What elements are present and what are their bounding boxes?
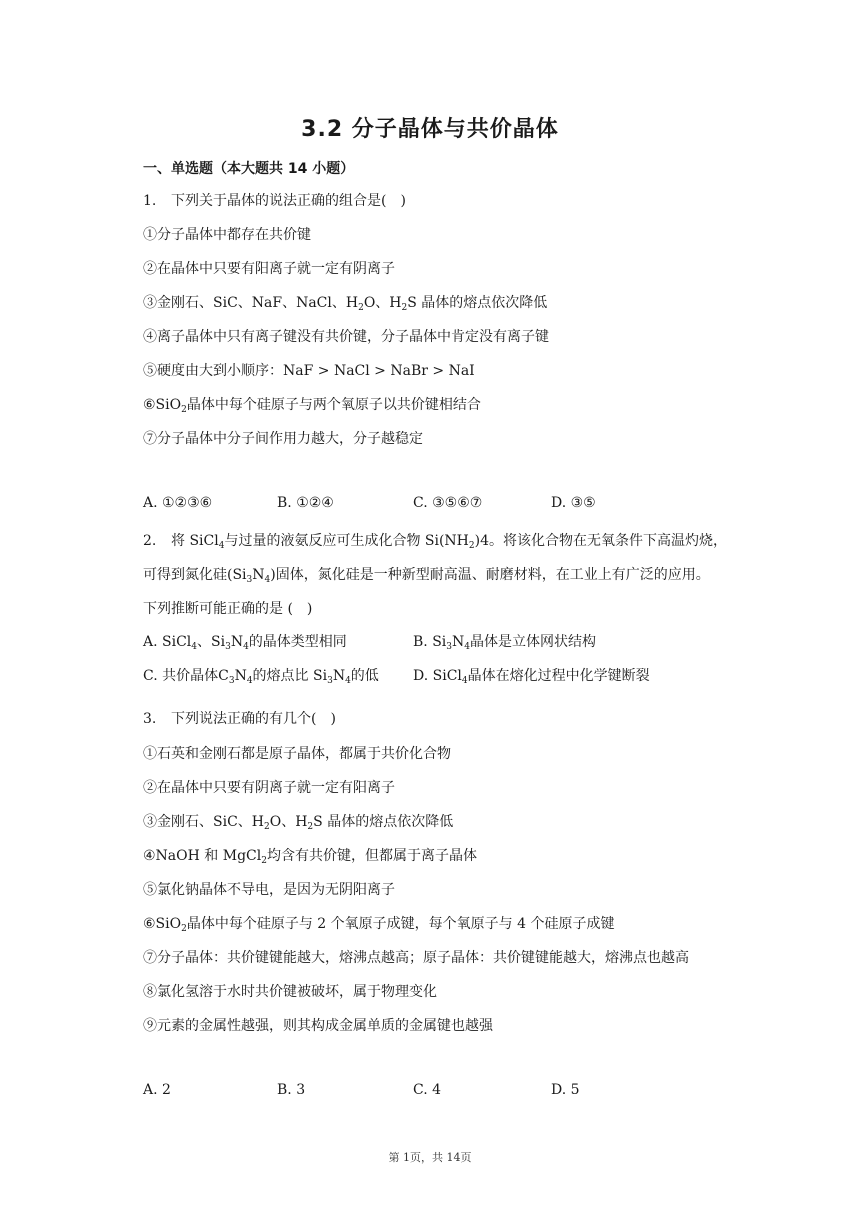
question-text-continued: 可得到氮化硅$(Si_3N_4)$固体，氮化硅是一种新型耐高温、耐磨材料，在工业上有广泛的应用。 — [143, 567, 710, 585]
statement: ⑧氯化氢溶于水时共价键被破坏，属于物理变化 — [143, 984, 437, 1000]
answer-option-c: C. ③⑤⑥⑦ — [413, 495, 483, 511]
statement: ③金刚石、SiC、$H_2O$、$H_2S$ 晶体的熔点依次降低 — [143, 814, 454, 832]
question-text: 将 SiCl$_4$与过量的液氨反应可生成化合物 $Si(NH_2)4$。将该化合物在无氧条件下高温灼烧， — [171, 533, 728, 551]
statement: ①分子晶体中都存在共价键 — [143, 227, 311, 243]
statement: ②在晶体中只要有阳离子就一定有阴离子 — [143, 261, 395, 277]
question-text-continued: 下列推断可能正确的是 ( ) — [143, 601, 313, 617]
answer-option-c: C. 共价晶体$C_3N_4$的熔点比 $Si_3N_4$的低 — [143, 668, 379, 686]
statement: ⑥SiO$_2$晶体中每个硅原子与 2 个氧原子成键，每个氧原子与 4 个硅原子成键 — [143, 916, 615, 934]
statement: ④NaOH 和 MgCl$_2$均含有共价键，但都属于离子晶体 — [143, 848, 477, 866]
statement: ③金刚石、SiC、NaF、NaCl、$H_2O$、$H_2S$ 晶体的熔点依次降低 — [143, 295, 548, 313]
answer-option-b: B. 3 — [277, 1082, 306, 1098]
statement: ⑨元素的金属性越强，则其构成金属单质的金属键也越强 — [143, 1018, 493, 1034]
statement: ①石英和金刚石都是原子晶体，都属于共价化合物 — [143, 746, 451, 762]
page-footer: 第 1页，共 14页 — [388, 1151, 472, 1164]
statement: ⑦分子晶体：共价键键能越大，熔沸点越高；原子晶体：共价键键能越大，熔沸点也越高 — [143, 950, 689, 966]
question-number: 3. — [143, 711, 157, 727]
answer-option-d: D. 5 — [551, 1082, 580, 1098]
statement: ⑥SiO$_2$晶体中每个硅原子与两个氧原子以共价键相结合 — [143, 397, 481, 415]
statement: ⑦分子晶体中分子间作用力越大，分子越稳定 — [143, 431, 423, 447]
statement: ⑤硬度由大到小顺序：NaF > NaCl > NaBr > NaI — [143, 363, 475, 379]
question-1-stem — [143, 190, 406, 210]
answer-option-d: D. ③⑤ — [551, 495, 596, 511]
question-number: 2. — [143, 533, 157, 549]
answer-option-d: D. SiCl$_4$晶体在熔化过程中化学键断裂 — [413, 668, 650, 686]
answer-option-a: A. ①②③⑥ — [143, 495, 213, 511]
section-heading: 一、单选题（本大题共 14 小题） — [143, 161, 355, 177]
statement: ④离子晶体中只有离子键没有共价键，分子晶体中肯定没有离子键 — [143, 329, 549, 345]
statement: ⑤氯化钠晶体不导电，是因为无阴阳离子 — [143, 882, 395, 898]
statement: ②在晶体中只要有阴离子就一定有阳离子 — [143, 780, 395, 796]
question-3-stem — [143, 708, 336, 728]
answer-option-b: B. ①②④ — [277, 495, 334, 511]
question-text: 下列说法正确的有几个( ) — [171, 711, 336, 727]
question-number: 1. — [143, 193, 157, 209]
answer-option-a: A. SiCl$_4$、$Si_3N_4$的晶体类型相同 — [143, 634, 347, 652]
answer-option-b: B. $Si_3N_4$晶体是立体网状结构 — [413, 634, 596, 652]
answer-option-a: A. 2 — [143, 1082, 171, 1098]
question-text: 下列关于晶体的说法正确的组合是( ) — [171, 193, 406, 209]
page-title: 3.2 分子晶体与共价晶体 — [301, 117, 559, 142]
question-2-stem — [143, 530, 727, 550]
answer-option-c: C. 4 — [413, 1082, 442, 1098]
